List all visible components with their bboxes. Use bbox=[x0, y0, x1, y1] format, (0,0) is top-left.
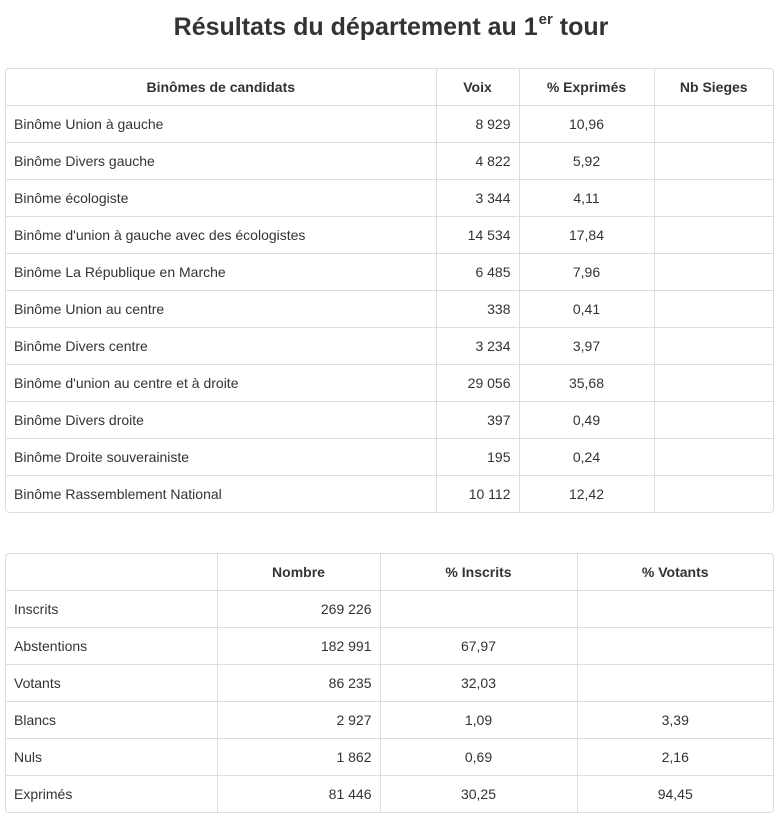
header-nb-sieges: Nb Sieges bbox=[654, 69, 773, 106]
votes-count: 8 929 bbox=[436, 106, 519, 143]
table-row bbox=[6, 217, 773, 254]
candidate-name: Binôme Union à gauche bbox=[14, 116, 164, 132]
header-nombre: Nombre bbox=[217, 554, 380, 591]
header-empty bbox=[6, 554, 217, 591]
table-row bbox=[6, 665, 773, 702]
votes-count: 338 bbox=[436, 291, 519, 328]
percent-registered: 67,97 bbox=[380, 628, 577, 665]
percent-registered: 1,09 bbox=[380, 702, 577, 739]
table-row bbox=[6, 739, 773, 776]
candidate-name: Binôme Droite souverainiste bbox=[6, 439, 436, 476]
title-main: Résultats du département au 1 bbox=[173, 13, 538, 41]
table-row bbox=[6, 106, 773, 143]
seats-count bbox=[654, 402, 773, 439]
votes-count: 6 485 bbox=[436, 254, 519, 291]
row-label: Abstentions bbox=[6, 628, 217, 665]
table-row bbox=[6, 365, 773, 402]
row-count: 269 226 bbox=[217, 591, 380, 628]
percent-expressed: 0,41 bbox=[519, 291, 654, 328]
seats-count bbox=[654, 217, 773, 254]
percent-expressed: 0,49 bbox=[519, 402, 654, 439]
participation-header-row bbox=[6, 554, 773, 591]
row-count: 81 446 bbox=[217, 776, 380, 813]
seats-count bbox=[654, 365, 773, 402]
row-label: Inscrits bbox=[14, 601, 59, 617]
candidate-name: Binôme La République en Marche bbox=[6, 254, 436, 291]
candidate-name: Binôme d'union au centre et à droite bbox=[6, 365, 436, 402]
header-pct-exprimes: % Exprimés bbox=[519, 69, 654, 106]
candidate-name: Binôme Union au centre bbox=[6, 291, 436, 328]
candidate-name: Binôme Divers droite bbox=[6, 402, 436, 439]
table-row bbox=[6, 702, 773, 739]
percent-voters bbox=[577, 665, 773, 702]
percent-expressed: 0,24 bbox=[519, 439, 654, 476]
votes-count: 3 344 bbox=[436, 180, 519, 217]
percent-registered: 0,69 bbox=[380, 739, 577, 776]
percent-expressed: 5,92 bbox=[519, 143, 654, 180]
votes-count: 195 bbox=[436, 439, 519, 476]
table-row bbox=[6, 328, 773, 365]
page-title bbox=[0, 12, 782, 46]
votes-count: 14 534 bbox=[436, 217, 519, 254]
header-binomes: Binômes de candidats bbox=[6, 69, 436, 106]
percent-expressed: 17,84 bbox=[519, 217, 654, 254]
votes-count: 10 112 bbox=[436, 476, 519, 513]
table-row bbox=[6, 628, 773, 665]
percent-voters bbox=[577, 628, 773, 665]
table-row bbox=[6, 476, 773, 513]
percent-registered bbox=[380, 591, 577, 628]
percent-expressed: 4,11 bbox=[519, 180, 654, 217]
table-row bbox=[6, 291, 773, 328]
percent-expressed: 10,96 bbox=[519, 106, 654, 143]
table-row bbox=[6, 591, 773, 628]
header-pct-votants: % Votants bbox=[577, 554, 773, 591]
seats-count bbox=[654, 291, 773, 328]
seats-count bbox=[654, 143, 773, 180]
seats-count bbox=[654, 180, 773, 217]
header-voix: Voix bbox=[436, 69, 519, 106]
percent-voters: 94,45 bbox=[577, 776, 773, 813]
votes-count: 4 822 bbox=[436, 143, 519, 180]
header-pct-inscrits: % Inscrits bbox=[380, 554, 577, 591]
table-row bbox=[6, 180, 773, 217]
seats-count bbox=[654, 254, 773, 291]
row-count: 182 991 bbox=[217, 628, 380, 665]
row-label: Exprimés bbox=[6, 776, 217, 813]
seats-count bbox=[654, 328, 773, 365]
candidate-name: Binôme Divers gauche bbox=[6, 143, 436, 180]
percent-voters: 2,16 bbox=[577, 739, 773, 776]
candidate-name: Binôme écologiste bbox=[6, 180, 436, 217]
votes-count: 3 234 bbox=[436, 328, 519, 365]
table-row bbox=[6, 254, 773, 291]
results-header-row bbox=[6, 69, 773, 106]
candidate-name: Binôme d'union à gauche avec des écologistes bbox=[6, 217, 436, 254]
table-row bbox=[6, 439, 773, 476]
votes-count: 397 bbox=[436, 402, 519, 439]
results-table bbox=[5, 68, 774, 513]
title-suffix: tour bbox=[552, 13, 609, 41]
seats-count bbox=[654, 106, 773, 143]
percent-expressed: 35,68 bbox=[519, 365, 654, 402]
percent-voters: 3,39 bbox=[577, 702, 773, 739]
row-count: 2 927 bbox=[217, 702, 380, 739]
row-count: 1 862 bbox=[217, 739, 380, 776]
table-row bbox=[6, 776, 773, 813]
row-count: 86 235 bbox=[217, 665, 380, 702]
percent-registered: 30,25 bbox=[380, 776, 577, 813]
percent-voters bbox=[577, 591, 773, 628]
row-label: Votants bbox=[6, 665, 217, 702]
percent-expressed: 3,97 bbox=[519, 328, 654, 365]
row-label: Nuls bbox=[6, 739, 217, 776]
seats-count bbox=[654, 439, 773, 476]
percent-registered: 32,03 bbox=[380, 665, 577, 702]
candidate-name: Binôme Rassemblement National bbox=[6, 476, 436, 513]
percent-expressed: 12,42 bbox=[519, 476, 654, 513]
candidate-name: Binôme Divers centre bbox=[6, 328, 436, 365]
votes-count: 29 056 bbox=[436, 365, 519, 402]
seats-count bbox=[654, 476, 773, 513]
title-superscript: er bbox=[538, 11, 553, 28]
row-label: Blancs bbox=[6, 702, 217, 739]
table-row bbox=[6, 143, 773, 180]
table-row bbox=[6, 402, 773, 439]
percent-expressed: 7,96 bbox=[519, 254, 654, 291]
participation-table bbox=[5, 553, 774, 813]
